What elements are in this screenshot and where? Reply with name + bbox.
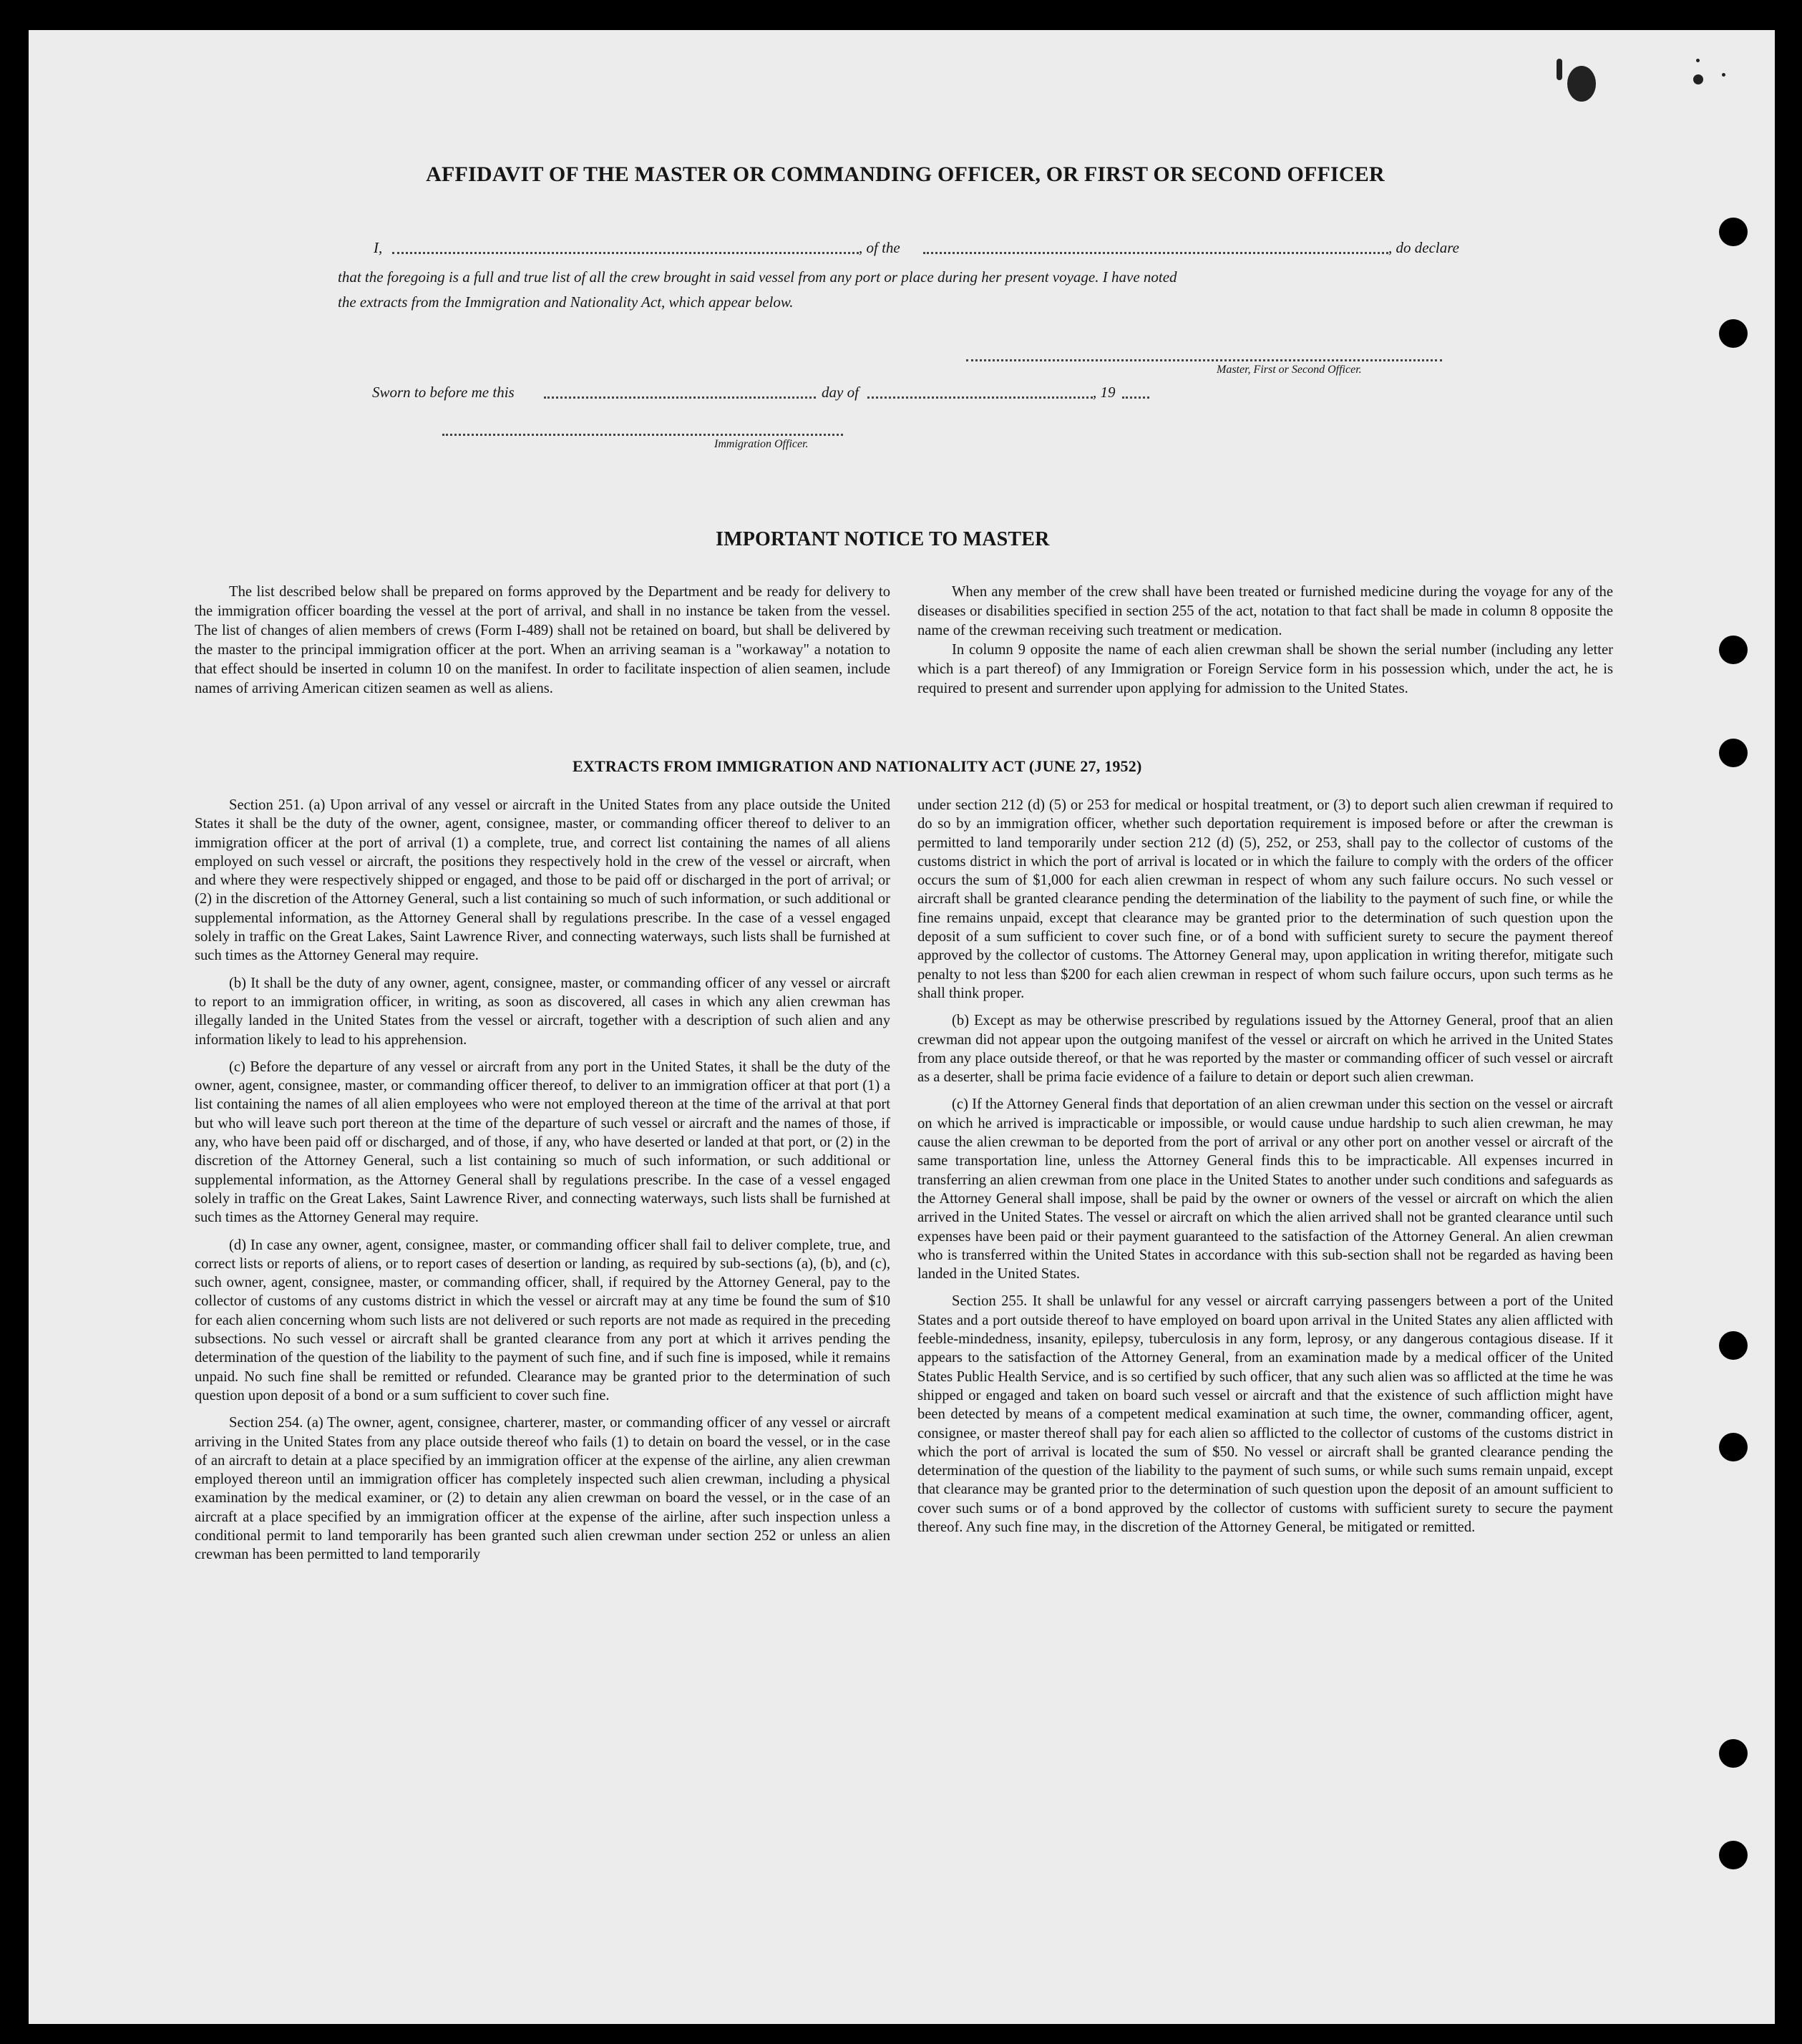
punch-hole [1719,1841,1748,1869]
notice-left-column [195,583,890,699]
master-signature-label: Master, First or Second Officer. [1217,364,1362,376]
immigration-officer-label: Immigration Officer. [714,438,809,450]
ink-blot [1567,66,1596,102]
ink-speck [1696,59,1700,62]
section-251-d: (d) In case any owner, agent, consignee, master, or commanding officer shall fail to deliver complete, true, and correct lists or reports of aliens, or to report cases of desertion or landing, as required by sub-sections (a), (b), and (c), such owner, agent, consignee, master, or commanding officer, shall, if required by the Attorney General, pay to the collector of customs of any customs district in which the vessel or aircraft may at any time be found the sum of $10 for each alien concerning whom such lists are not delivered or such reports are not made as required in the preceding subsections. No such vessel or aircraft shall be granted clearance from any port at which it arrives pending the determination of the question of the liability to the payment of such fine, and if such fine is imposed, while it remains unpaid. No such fine shall be remitted or refunded. Clearance may be granted prior to the determination of such question upon deposit of a bond or a sum sufficient to cover such fine. [195,1237,890,1403]
punch-hole [1719,1739,1748,1768]
punch-hole [1719,1331,1748,1360]
notice-left-paragraph: The list described below shall be prepared on forms approved by the Department and be ready for delivery to the immigration officer boarding the vessel at the port of arrival, and shall in no instance be taken from the vessel. The list of changes of alien members of crews (Form I-489) shall not be retained on board, but shall be delivered by the master to the principal immigration officer at the port. When an arriving seaman is a "workaway" a notation to that effect should be inserted in column 10 on the manifest. In order to facilitate inspection of alien seamen, include names of arriving American citizen seamen as well as aliens. [195,584,890,696]
punch-hole [1719,739,1748,767]
punch-hole [1719,636,1748,664]
vessel-name-field[interactable] [923,252,1388,254]
punch-hole [1719,218,1748,246]
notice-title: IMPORTANT NOTICE TO MASTER [716,528,1050,550]
section-254-a: Section 254. (a) The owner, agent, consignee, charterer, master, or commanding officer of any vessel or aircraft arriving in the United States from any place outside thereof who fails (1) to detain on board the vessel, or in the case of an aircraft to detain at a place specified by an immigration officer at the expense of the airline, any alien crewman employed thereon until an immigration officer has completely inspected such alien crewman, including a physical examination by the medical examiner, or (2) to detain any alien crewman on board the vessel, or in the case of an aircraft at a place specified by an immigration officer at the expense of the airline, after such inspection unless a conditional permit to land temporarily has been granted such alien crewman under section 252 or unless an alien crewman has been permitted to land temporarily [195,1415,890,1563]
sworn-year-field[interactable] [1122,396,1149,399]
section-255: Section 255. It shall be unlawful for any vessel or aircraft carrying passengers between a port of the United States and a port outside thereof to have employed on board upon arrival in the United States any alien afflicted with feeble-mindedness, insanity, epilepsy, tuberculosis in any form, leprosy, or any dangerous contagious disease. If it appears to the satisfaction of the Attorney General, from an examination made by a medical officer of the United States Public Health Service, and is so certified by such officer, that any such alien was so afflicted at the time he was shipped or engaged and taken on board such vessel or aircraft and that the existence of such affliction might have been detected by means of a competent medical examination at such time, the owner, commanding officer, agent, consignee, or master thereof shall pay for each alien so afflicted to the collector of customs of the customs district in which the port of arrival is located the sum of $50. No vessel or aircraft shall be granted clearance pending the determination of the question of the liability to the payment of such sums, or while such sums remain unpaid, except that clearance may be granted prior to the determination of such question upon the deposit of an amount sufficient to cover such sums or of a bond approved by the collector of customs with sufficient surety to secure the payment thereof. Any such fine may, in the discretion of the Attorney General, be mitigated or remitted. [917,1293,1613,1535]
sworn-label: Sworn to before me this [372,384,515,401]
day-of-label: day of [822,384,859,401]
section-251-a: Section 251. (a) Upon arrival of any vessel or aircraft in the United States from any place outside the United States it shall be the duty of the owner, agent, consignee, master, or commanding officer thereof to deliver to an immigration officer at the port of arrival (1) a complete, true, and correct list containing the names of all aliens employed on such vessel or aircraft, the positions they respectively hold in the crew of the vessel or aircraft, when and where they were respectively shipped or engaged, and those to be paid off or discharged in the port of arrival; or (2) in the discretion of the Attorney General, such a list containing so much of such information, or such additional or supplemental information, as the Attorney General shall by regulations prescribe. In the case of a vessel engaged solely in traffic on the Great Lakes, Saint Lawrence River, and connecting waterways, such lists shall be furnished at such times as the Attorney General may require. [195,797,890,964]
sworn-month-field[interactable] [867,396,1093,399]
year-prefix-label: , 19 [1093,384,1116,401]
affidavit-of-the-label: , of the [859,239,900,256]
declarant-name-field[interactable] [392,252,859,254]
extracts-title: EXTRACTS FROM IMMIGRATION AND NATIONALITY ACT (JUNE 27, 1952) [573,757,1142,775]
section-254-c: (c) If the Attorney General finds that deportation of an alien crewman under this section on the vessel or aircraft on which he arrived is impracticable or impossible, or would cause undue hardship to such alien crewman, he may cause the alien crewman to be deported from the port of arrival or any other port on another vessel or aircraft of the same transportation line, unless the Attorney General finds this to be impracticable. All expenses incurred in transferring an alien crewman from one place in the United States to another under such conditions and safeguards as the Attorney General shall impose, shall be paid by the owner or owners of the vessel or aircraft on which the alien arrived in the United States. The vessel or aircraft on which the alien arrived shall not be granted clearance until such expenses have been paid or their payment guaranteed to the satisfaction of the Attorney General. An alien crewman who is transferred within the United States in accordance with this sub-section shall not be regarded as having been landed in the United States. [917,1096,1613,1283]
master-signature-line[interactable] [966,359,1442,361]
notice-right-paragraph-2: In column 9 opposite the name of each alien crewman shall be shown the serial number (including any letter which is a part thereof) of any Immigration or Foreign Service form in his possession which, under the act, he is required to present and surrender upon applying for admission to the United States. [917,642,1613,696]
section-251-c: (c) Before the departure of any vessel or aircraft from any port in the United States, it shall be the duty of the owner, agent, consignee, master, or commanding officer thereof, to deliver to an immigration officer at that port (1) a list containing the names of all alien employees who were not employed thereon at the time of the arrival at that port but who will leave such port thereon at the time of the departure of such vessel or aircraft and the names of those, if any, who have been paid off or discharged, and of those, if any, who have deserted or landed at that port, or (2) in the discretion of the Attorney General, such a list containing so much of such information, or such additional or supplemental information, as the Attorney General shall by regulations prescribe. In the case of a vessel engaged solely in traffic on the Great Lakes, Saint Lawrence River, and connecting waterways, such lists shall be furnished at such times as the Attorney General may require. [195,1058,890,1226]
immigration-officer-signature-line[interactable] [442,434,843,436]
affidavit-declare-label: , do declare [1388,239,1459,256]
section-254-a-continued: under section 212 (d) (5) or 253 for medical or hospital treatment, or (3) to deport such alien crewman if required to do so by an immigration officer, whether such deportation requirement is imposed before or after the crewman is permitted to land temporarily under section 212 (d) (5), 252, or 253, shall pay to the collector of customs of the customs district in which the port of arrival is located or in which the failure to comply with the orders of the officer occurs the sum of $1,000 for each alien crewman in respect of whom any such failure occurs. No such vessel or aircraft shall be granted clearance pending the determination of the liability to the payment of such fine, or while the fine remains unpaid, except that clearance may be granted prior to the determination of such question upon the deposit of a sum sufficient to cover such fine, or of a bond with sufficient surety to secure the payment thereof approved by the collector of customs. The Attorney General may, upon application in writing therefor, mitigate such penalty to not less than $200 for each alien crewman in respect of whom such failure occurs, upon such terms as he shall think proper. [917,797,1613,1001]
punch-hole [1719,1433,1748,1461]
punch-hole [1719,319,1748,348]
document-page [29,30,1775,2024]
section-254-b: (b) Except as may be otherwise prescribed by regulations issued by the Attorney General, proof that an alien crewman did not appear upon the outgoing manifest of the vessel or aircraft on which he arrived in the United States from any place outside thereof, or that he was reported by the master or commanding officer of such vessel or aircraft as a deserter, shall be prima facie evidence of a failure to detain or deport such alien crewman. [917,1013,1613,1086]
ink-speck [1722,73,1725,77]
extracts-right-column [917,796,1613,1537]
notice-right-paragraph-1: When any member of the crew shall have been treated or furnished medicine during the voyage for any of the diseases or disabilities specified in section 255 of the act, notation to that fact shall be made in column 8 opposite the name of the crewman receiving such treatment or medication. [917,584,1613,638]
affidavit-title: AFFIDAVIT OF THE MASTER OR COMMANDING OFFICER, OR FIRST OR SECOND OFFICER [426,162,1385,186]
section-251-b: (b) It shall be the duty of any owner, agent, consignee, master, or commanding officer of any vessel or aircraft to report to an immigration officer, in writing, as soon as discovered, all cases in which any alien crewman has illegally landed in the United States from the vessel or aircraft, together with a description of such alien and any information likely to lead to his apprehension. [195,975,890,1048]
affidavit-i-label: I, [374,239,383,256]
sworn-day-field[interactable] [544,396,816,399]
affidavit-statement-line-2: the extracts from the Immigration and Nationality Act, which appear below. [338,293,794,311]
notice-right-column [917,583,1613,699]
extracts-left-column [195,796,890,1564]
ink-blot [1557,59,1562,80]
ink-speck [1693,74,1703,84]
affidavit-statement-line: that the foregoing is a full and true list of all the crew brought in said vessel from any port or place during her present voyage. I have noted [338,268,1177,286]
